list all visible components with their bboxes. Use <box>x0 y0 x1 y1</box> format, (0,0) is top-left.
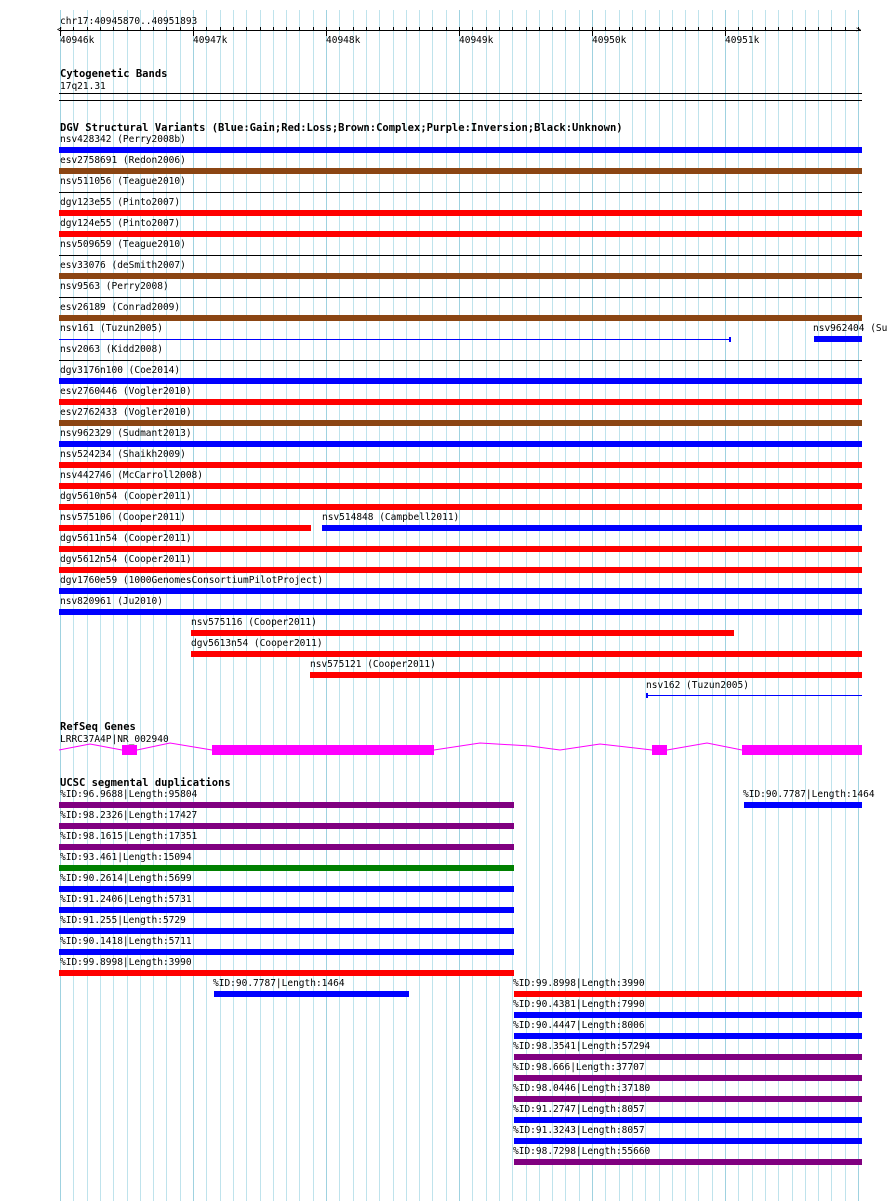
dgv-variant-label[interactable]: nsv524234 (Shaikh2009) <box>60 449 186 460</box>
dgv-variant-label[interactable]: nsv962404 (Su <box>813 323 888 334</box>
dgv-variant-label[interactable]: dgv5610n54 (Cooper2011) <box>60 491 192 502</box>
ruler-minor-tick <box>193 27 194 30</box>
gene-exon <box>742 745 862 755</box>
gene-exon <box>652 745 667 755</box>
grid-line <box>712 10 713 1201</box>
grid-line <box>193 10 194 1201</box>
ruler-minor-tick <box>512 27 513 30</box>
ruler-minor-tick <box>299 27 300 30</box>
ruler-minor-tick <box>725 27 726 30</box>
dgv-variant-label[interactable]: nsv162 (Tuzun2005) <box>646 680 749 691</box>
dgv-variant-label[interactable]: nsv962329 (Sudmant2013) <box>60 428 192 439</box>
refseq-gene-label[interactable]: LRRC37A4P|NR_002940 <box>60 734 169 745</box>
grid-line <box>685 10 686 1201</box>
ruler-minor-tick <box>140 27 141 30</box>
cytoband-track-title[interactable]: Cytogenetic Bands <box>60 68 168 80</box>
ruler-tick-label: 40949k <box>459 35 494 46</box>
dgv-variant-bar[interactable] <box>59 420 862 426</box>
ruler-minor-tick <box>738 27 739 30</box>
segdup-bar[interactable] <box>59 949 514 955</box>
grid-line <box>472 10 473 1201</box>
segdup-label[interactable]: %ID:98.7298|Length:55660 <box>513 1146 651 1157</box>
refseq-gene-model[interactable] <box>0 740 890 760</box>
dgv-variant-line[interactable] <box>59 192 862 193</box>
ruler-minor-tick <box>339 27 340 30</box>
dgv-variant-label[interactable]: nsv575106 (Cooper2011) <box>60 512 186 523</box>
ruler-minor-tick <box>406 27 407 30</box>
ruler-minor-tick <box>206 27 207 30</box>
refseq-track-title[interactable]: RefSeq Genes <box>60 721 136 733</box>
grid-line <box>206 10 207 1201</box>
segdup-bar[interactable] <box>59 886 514 892</box>
dgv-variant-bar[interactable] <box>59 147 862 153</box>
dgv-variant-label[interactable]: dgv3176n100 (Coe2014) <box>60 365 181 376</box>
dgv-variant-bar[interactable] <box>191 630 734 636</box>
segdup-label[interactable]: %ID:96.9688|Length:95804 <box>60 789 198 800</box>
ruler-minor-tick <box>712 27 713 30</box>
dgv-variant-bar[interactable] <box>322 525 862 531</box>
ruler-minor-tick <box>100 27 101 30</box>
grid-line <box>659 10 660 1201</box>
grid-line <box>432 10 433 1201</box>
dgv-variant-label[interactable]: dgv1760e59 (1000GenomesConsortiumPilotProject) <box>60 575 324 586</box>
dgv-variant-label[interactable]: esv2760446 (Vogler2010) <box>60 386 192 397</box>
dgv-variant-label[interactable]: nsv511056 (Teague2010) <box>60 176 186 187</box>
segdup-label[interactable]: %ID:91.3243|Length:8057 <box>513 1125 645 1136</box>
ruler-tick-label: 40948k <box>326 35 361 46</box>
segdup-label[interactable]: %ID:90.4381|Length:7990 <box>513 999 645 1010</box>
grid-line <box>725 10 726 1201</box>
segdup-label[interactable]: %ID:98.1615|Length:17351 <box>60 831 198 842</box>
segdup-bar[interactable] <box>514 1159 862 1165</box>
segdup-bar[interactable] <box>514 991 862 997</box>
dgv-variant-bar[interactable] <box>59 378 862 384</box>
dgv-variant-label[interactable]: nsv575116 (Cooper2011) <box>191 617 317 628</box>
gene-exon <box>122 745 137 755</box>
grid-line <box>805 10 806 1201</box>
gene-intron-line <box>59 743 862 750</box>
ruler-minor-tick <box>286 27 287 30</box>
dgv-variant-label[interactable]: nsv428342 (Perry2008b) <box>60 134 186 145</box>
ruler-minor-tick <box>698 27 699 30</box>
dgv-variant-bar[interactable] <box>59 567 862 573</box>
ruler-minor-tick <box>845 27 846 30</box>
ruler-minor-tick <box>778 27 779 30</box>
dgv-variant-line[interactable] <box>59 255 862 256</box>
ruler-tick-label: 40947k <box>193 35 228 46</box>
ruler-minor-tick <box>432 27 433 30</box>
segdup-label[interactable]: %ID:99.8998|Length:3990 <box>513 978 645 989</box>
dgv-variant-label[interactable]: dgv5612n54 (Cooper2011) <box>60 554 192 565</box>
ruler-minor-tick <box>393 27 394 30</box>
ruler-minor-tick <box>260 27 261 30</box>
segdup-bar[interactable] <box>514 1054 862 1060</box>
segdup-label[interactable]: %ID:99.8998|Length:3990 <box>60 957 192 968</box>
ruler-minor-tick <box>605 27 606 30</box>
ruler-minor-tick <box>499 27 500 30</box>
ruler-minor-tick <box>353 27 354 30</box>
ruler-minor-tick <box>539 27 540 30</box>
dgv-variant-thin-line[interactable] <box>646 695 862 696</box>
ruler-left-arrow-icon[interactable]: < <box>57 25 62 34</box>
dgv-variant-line[interactable] <box>59 297 862 298</box>
grid-line <box>419 10 420 1201</box>
ruler-minor-tick <box>592 27 593 30</box>
ruler-minor-tick <box>220 27 221 30</box>
grid-line <box>752 10 753 1201</box>
ruler-right-arrow-icon[interactable]: > <box>856 25 861 34</box>
ruler-minor-tick <box>486 27 487 30</box>
dgv-variant-bar[interactable] <box>59 546 862 552</box>
dgv-variant-label[interactable]: esv33076 (deSmith2007) <box>60 260 186 271</box>
dgv-variant-bar[interactable] <box>59 483 862 489</box>
grid-line <box>499 10 500 1201</box>
ruler-minor-tick <box>379 27 380 30</box>
dgv-variant-thin-line[interactable] <box>59 339 730 340</box>
grid-line <box>286 10 287 1201</box>
ruler-minor-tick <box>87 27 88 30</box>
ruler-tick-label: 40950k <box>592 35 627 46</box>
segdup-label[interactable]: %ID:91.2747|Length:8057 <box>513 1104 645 1115</box>
grid-line <box>220 10 221 1201</box>
ruler-minor-tick <box>645 27 646 30</box>
dgv-variant-bar[interactable] <box>59 609 862 615</box>
dgv-variant-label[interactable]: nsv9563 (Perry2008) <box>60 281 169 292</box>
grid-line <box>326 10 327 1201</box>
ruler-minor-tick <box>818 27 819 30</box>
segdup-label[interactable]: %ID:91.255|Length:5729 <box>60 915 186 926</box>
ruler-minor-tick <box>73 27 74 30</box>
grid-line <box>738 10 739 1201</box>
grid-line <box>672 10 673 1201</box>
grid-line <box>260 10 261 1201</box>
ruler-minor-tick <box>552 27 553 30</box>
segdup-bar[interactable] <box>514 1033 862 1039</box>
grid-line <box>233 10 234 1201</box>
segdup-label[interactable]: %ID:98.2326|Length:17427 <box>60 810 198 821</box>
ruler-minor-tick <box>659 27 660 30</box>
grid-line <box>406 10 407 1201</box>
segdup-label[interactable]: %ID:91.2406|Length:5731 <box>60 894 192 905</box>
segdup-bar[interactable] <box>59 844 514 850</box>
dgv-variant-bar[interactable] <box>814 336 862 342</box>
segdup-label[interactable]: %ID:98.3541|Length:57294 <box>513 1041 651 1052</box>
grid-line <box>858 10 859 1201</box>
dgv-variant-label[interactable]: esv2758691 (Redon2006) <box>60 155 186 166</box>
segdup-bar[interactable] <box>59 802 514 808</box>
dgv-variant-end-mark <box>646 693 648 698</box>
dgv-variant-label[interactable]: nsv509659 (Teague2010) <box>60 239 186 250</box>
segdup-bar[interactable] <box>514 1096 862 1102</box>
grid-line <box>353 10 354 1201</box>
ruler-minor-tick <box>619 27 620 30</box>
segdup-label[interactable]: %ID:90.1418|Length:5711 <box>60 936 192 947</box>
ruler-minor-tick <box>579 27 580 30</box>
segdup-bar[interactable] <box>59 970 514 976</box>
segdup-track-title[interactable]: UCSC segmental duplications <box>60 777 231 789</box>
dgv-variant-bar[interactable] <box>59 399 862 405</box>
dgv-variant-bar[interactable] <box>59 525 311 531</box>
grid-line <box>379 10 380 1201</box>
segdup-bar[interactable] <box>514 1075 862 1081</box>
dgv-variant-label[interactable]: dgv123e55 (Pinto2007) <box>60 197 181 208</box>
segdup-label[interactable]: %ID:90.7787|Length:1464 <box>743 789 875 800</box>
dgv-variant-end-mark <box>729 337 731 342</box>
dgv-variant-bar[interactable] <box>59 273 862 279</box>
dgv-variant-label[interactable]: nsv2063 (Kidd2008) <box>60 344 163 355</box>
cytoband-label: 17q21.31 <box>60 81 106 92</box>
ruler-minor-tick <box>166 27 167 30</box>
dgv-variant-label[interactable]: dgv5611n54 (Cooper2011) <box>60 533 192 544</box>
dgv-variant-bar[interactable] <box>59 231 862 237</box>
segdup-bar[interactable] <box>514 1012 862 1018</box>
grid-line <box>339 10 340 1201</box>
grid-line <box>818 10 819 1201</box>
grid-line <box>446 10 447 1201</box>
dgv-variant-label[interactable]: dgv124e55 (Pinto2007) <box>60 218 181 229</box>
dgv-variant-bar[interactable] <box>59 315 862 321</box>
ruler-minor-tick <box>672 27 673 30</box>
dgv-variant-label[interactable]: esv2762433 (Vogler2010) <box>60 407 192 418</box>
ruler-line <box>59 30 861 31</box>
grid-line <box>366 10 367 1201</box>
dgv-variant-bar[interactable] <box>59 588 862 594</box>
grid-line <box>313 10 314 1201</box>
grid-line <box>845 10 846 1201</box>
ruler-minor-tick <box>113 27 114 30</box>
ruler-minor-tick <box>526 27 527 30</box>
grid-line <box>645 10 646 1201</box>
grid-line <box>459 10 460 1201</box>
cytoband-line-top <box>59 93 862 94</box>
segdup-bar[interactable] <box>59 907 514 913</box>
ruler-minor-tick <box>246 27 247 30</box>
segdup-label[interactable]: %ID:90.2614|Length:5699 <box>60 873 192 884</box>
ruler-tick-label: 40951k <box>725 35 760 46</box>
ruler-tick-label: 40946k <box>60 35 95 46</box>
grid-line <box>486 10 487 1201</box>
dgv-variant-bar[interactable] <box>191 651 862 657</box>
ruler-minor-tick <box>60 27 61 30</box>
segdup-bar[interactable] <box>744 802 862 808</box>
dgv-track-title[interactable]: DGV Structural Variants (Blue:Gain;Red:Loss;Brown:Complex;Purple:Inversion;Black:Unknown) <box>60 122 623 134</box>
grid-line <box>792 10 793 1201</box>
ruler-minor-tick <box>180 27 181 30</box>
ruler-minor-tick <box>153 27 154 30</box>
segdup-bar[interactable] <box>214 991 409 997</box>
grid-line <box>698 10 699 1201</box>
ruler-minor-tick <box>273 27 274 30</box>
dgv-variant-bar[interactable] <box>310 672 862 678</box>
location-label: chr17:40945870..40951893 <box>60 16 198 27</box>
ruler-minor-tick <box>831 27 832 30</box>
cytoband-line-bottom <box>59 100 862 101</box>
dgv-variant-bar[interactable] <box>59 210 862 216</box>
dgv-variant-bar[interactable] <box>59 441 862 447</box>
ruler-minor-tick <box>632 27 633 30</box>
segdup-label[interactable]: %ID:98.666|Length:37707 <box>513 1062 645 1073</box>
grid-line <box>765 10 766 1201</box>
ruler-minor-tick <box>805 27 806 30</box>
ruler-minor-tick <box>326 27 327 30</box>
segdup-bar[interactable] <box>514 1117 862 1123</box>
ruler-minor-tick <box>565 27 566 30</box>
ruler-minor-tick <box>765 27 766 30</box>
dgv-variant-label[interactable]: dgv5613n54 (Cooper2011) <box>191 638 323 649</box>
ruler-minor-tick <box>459 27 460 30</box>
dgv-variant-label[interactable]: nsv820961 (Ju2010) <box>60 596 163 607</box>
dgv-variant-bar[interactable] <box>59 462 862 468</box>
dgv-variant-line[interactable] <box>59 360 862 361</box>
ruler-minor-tick <box>419 27 420 30</box>
ruler-minor-tick <box>446 27 447 30</box>
segdup-label[interactable]: %ID:98.0446|Length:37180 <box>513 1083 651 1094</box>
ruler-minor-tick <box>858 27 859 30</box>
grid-line <box>180 10 181 1201</box>
segdup-bar[interactable] <box>514 1138 862 1144</box>
ruler-minor-tick <box>685 27 686 30</box>
dgv-variant-label[interactable]: nsv514848 (Campbell2011) <box>322 512 460 523</box>
dgv-variant-label[interactable]: nsv442746 (McCarroll2008) <box>60 470 203 481</box>
segdup-label[interactable]: %ID:93.461|Length:15094 <box>60 852 192 863</box>
segdup-bar[interactable] <box>59 823 514 829</box>
ruler-minor-tick <box>313 27 314 30</box>
grid-line <box>273 10 274 1201</box>
dgv-variant-bar[interactable] <box>59 168 862 174</box>
grid-line <box>246 10 247 1201</box>
ruler-minor-tick <box>752 27 753 30</box>
segdup-bar[interactable] <box>59 928 514 934</box>
ruler-minor-tick <box>127 27 128 30</box>
ruler-minor-tick <box>472 27 473 30</box>
grid-line <box>831 10 832 1201</box>
dgv-variant-bar[interactable] <box>59 504 862 510</box>
grid-line <box>299 10 300 1201</box>
ruler-minor-tick <box>366 27 367 30</box>
segdup-bar[interactable] <box>59 865 514 871</box>
segdup-label[interactable]: %ID:90.7787|Length:1464 <box>213 978 345 989</box>
dgv-variant-label[interactable]: nsv575121 (Cooper2011) <box>310 659 436 670</box>
gene-exon <box>212 745 434 755</box>
segdup-label[interactable]: %ID:90.4447|Length:8006 <box>513 1020 645 1031</box>
dgv-variant-label[interactable]: esv26189 (Conrad2009) <box>60 302 181 313</box>
ruler-minor-tick <box>792 27 793 30</box>
grid-line <box>393 10 394 1201</box>
dgv-variant-label[interactable]: nsv161 (Tuzun2005) <box>60 323 163 334</box>
grid-line <box>778 10 779 1201</box>
ruler-minor-tick <box>233 27 234 30</box>
grid-line <box>166 10 167 1201</box>
